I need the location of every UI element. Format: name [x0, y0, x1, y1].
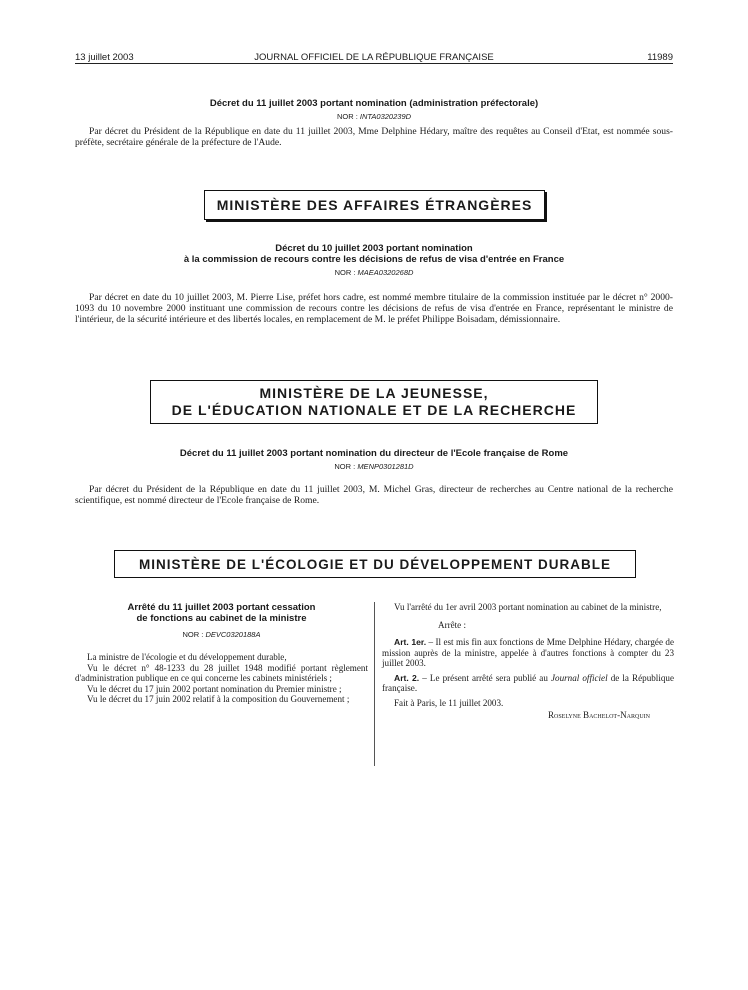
header-rule: [75, 63, 673, 64]
article-1: Art. 1er. – Il est mis fin aux fonctions de Mme Delphine Hédary, chargée de mission auprès de la ministre, appelée à d'autres fonctions à compter du 23 juillet 2003.: [382, 637, 674, 668]
column-divider: [374, 602, 375, 766]
page-number: 11989: [647, 52, 673, 63]
decret3-nor: NOR : MENP0301281D: [334, 462, 414, 471]
decret3-title: Décret du 11 juillet 2003 portant nomination du directeur de l'Ecole française de Rome: [179, 448, 569, 459]
arrete-title-line2: de fonctions au cabinet de la ministre: [136, 613, 307, 624]
decret2-nor: NOR : MAEA0320268D: [334, 268, 414, 277]
visa-paragraph: La ministre de l'écologie et du développement durable,: [87, 652, 287, 662]
visa-paragraph: Vu le décret n° 48-1233 du 28 juillet 1948 modifié portant règlement d'administration publique en ce qui concerne les cabinets ministériels ;: [75, 662, 368, 683]
ministry-affaires-etrangeres-box: [204, 190, 545, 220]
decret1-title: Décret du 11 juillet 2003 portant nomination (administration préfectorale): [209, 98, 539, 109]
arrete-nor: NOR : DEVC0320188A: [182, 630, 261, 639]
ministry-ecologie-box: [114, 550, 636, 578]
ministry-jeunesse-box: [150, 380, 598, 424]
signature: Roselyne Bachelot-Narquin: [547, 710, 650, 720]
ministry2-line1: MINISTÈRE DE LA JEUNESSE,: [259, 385, 489, 401]
decret2-title-line2: à la commission de recours contre les décisions de refus de visa d'entrée en France: [183, 254, 565, 265]
decret1-text: Par décret du Président de la République en date du 11 juillet 2003, Mme Delphine Hédary, maître des requêtes au Conseil d'Etat, est nommée sous-préfète, secrétaire générale de la préfecture de l'Aude.: [75, 126, 673, 148]
arrete-right-column: [382, 602, 674, 721]
arrete-word: Arrête :: [438, 619, 467, 630]
decret1-nor: NOR : INTA0320239D: [336, 112, 412, 121]
ministry3-title: MINISTÈRE DE L'ÉCOLOGIE ET DU DÉVELOPPEMENT DURABLE: [139, 556, 611, 572]
vu-arrete-paragraph: Vu l'arrêté du 1er avril 2003 portant nomination au cabinet de la ministre,: [394, 602, 662, 612]
arrete-left-column: [75, 652, 368, 705]
ministry1-title: MINISTÈRE DES AFFAIRES ÉTRANGÈRES: [216, 197, 533, 213]
fait-a-paris: Fait à Paris, le 11 juillet 2003.: [394, 697, 504, 708]
journal-title: JOURNAL OFFICIEL DE LA RÉPUBLIQUE FRANÇAISE: [254, 52, 494, 63]
decret2-text: Par décret en date du 10 juillet 2003, M. Pierre Lise, préfet hors cadre, est nommé membre titulaire de la commission instituée par le décret n° 2000-1093 du 10 novembre 2000 instituant une commission de recours contre les décisions de refus de visa d'entrée en France, représentant le ministre de l'intérieur, de la sécurité intérieure et des libertés locales, en remplacement de M. le préfet Philippe Boisadam, démissionnaire.: [75, 292, 673, 325]
decret2-title-line1: Décret du 10 juillet 2003 portant nomination: [275, 243, 473, 254]
arrete-title-line1: Arrêté du 11 juillet 2003 portant cessation: [127, 602, 316, 613]
ministry2-line2: DE L'ÉDUCATION NATIONALE ET DE LA RECHERCHE: [171, 402, 577, 418]
visa-paragraph: Vu le décret du 17 juin 2002 relatif à la composition du Gouvernement ;: [87, 694, 350, 704]
header-date: 13 juillet 2003: [75, 52, 134, 63]
visa-paragraph: Vu le décret du 17 juin 2002 portant nomination du Premier ministre ;: [87, 683, 342, 694]
decret3-text: Par décret du Président de la République en date du 11 juillet 2003, M. Michel Gras, directeur de recherches au Centre national de la recherche scientifique, est nommé directeur de l'Ecole française de Rome.: [75, 484, 673, 506]
article-2: Art. 2. – Le présent arrêté sera publié au Journal officiel de la République française.: [382, 672, 674, 693]
